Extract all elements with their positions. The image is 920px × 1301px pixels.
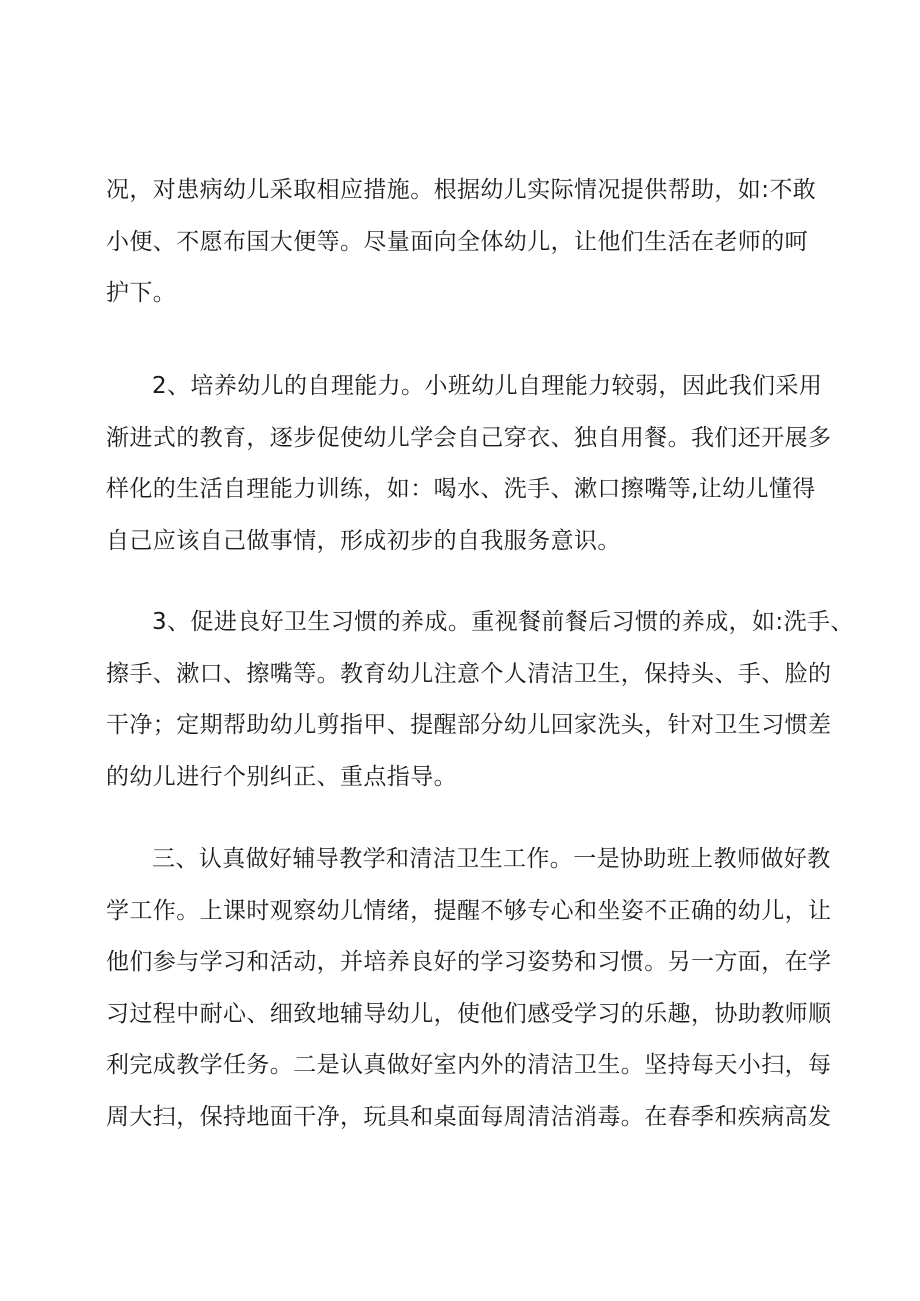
paragraph-self-care-ability [106, 361, 832, 567]
text-line: 小便、不愿布国大便等。尽量面向全体幼儿，让他们生活在老师的呵 [106, 228, 808, 255]
text-line: 他们参与学习和活动，并培养良好的学习姿势和习惯。另一方面，在学 [106, 949, 832, 975]
text-line: 利完成教学任务。二是认真做好室内外的清洁卫生。坚持每天小扫，每 [106, 1052, 832, 1078]
text-line: 三、认真做好辅导教学和清洁卫生工作。一是协助班上教师做好教 [152, 846, 831, 872]
paragraph-teaching-cleaning [106, 834, 832, 1143]
text-line: 的幼儿进行个别纠正、重点指导。 [106, 763, 457, 790]
text-line: 自己应该自己做事情，形成初步的自我服务意识。 [106, 527, 621, 554]
text-line: 样化的生活自理能力训练，如：喝水、洗手、漱口擦嘴等,让幼儿懂得 [106, 476, 816, 502]
paragraph-hygiene-habits [106, 597, 854, 803]
text-line: 学工作。上课时观察幼儿情绪，提醒不够专心和坐姿不正确的幼儿，让 [106, 897, 832, 924]
text-line: 护下。 [106, 280, 177, 306]
text-line: 2、培养幼儿的自理能力。小班幼儿自理能力较弱，因此我们采用 [152, 373, 823, 399]
text-line: 干净；定期帮助幼儿剪指甲、提醒部分幼儿回家洗头，针对卫生习惯差 [106, 712, 832, 738]
text-line: 习过程中耐心、细致地辅导幼儿，使他们感受学习的乐趣，协助教师顺 [106, 1000, 832, 1027]
paragraph-health-care [106, 165, 826, 320]
text-line: 渐进式的教育，逐步促使幼儿学会自己穿衣、独自用餐。我们还开展多 [106, 424, 832, 451]
text-line: 3、促进良好卫生习惯的养成。重视餐前餐后习惯的养成，如:洗手、 [152, 609, 854, 635]
text-line: 周大扫，保持地面干净，玩具和桌面每周清洁消毒。在春季和疾病高发 [106, 1103, 832, 1130]
text-line: 擦手、漱口、擦嘴等。教育幼儿注意个人清洁卫生，保持头、手、脸的 [106, 660, 832, 687]
text-line: 况，对患病幼儿采取相应措施。根据幼儿实际情况提供帮助，如:不敢 [106, 177, 817, 203]
